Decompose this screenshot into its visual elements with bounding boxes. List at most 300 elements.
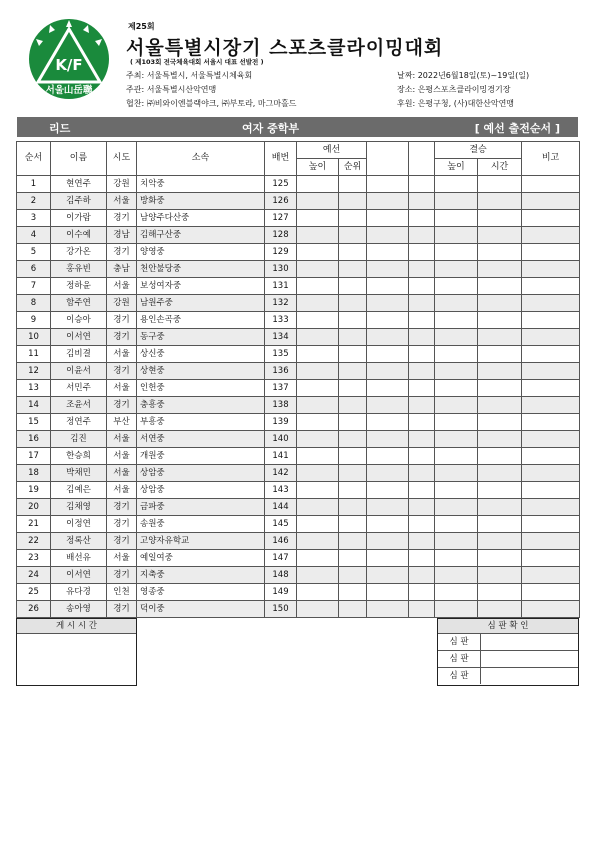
affiliation-cell: 남양주다산중 bbox=[137, 210, 265, 227]
qual-height-cell bbox=[297, 346, 339, 363]
table-row bbox=[17, 482, 580, 499]
name-cell: 정연주 bbox=[51, 414, 107, 431]
page-subtitle: ( 제103회 전국체육대회 서울시 대표 선발전 ) bbox=[130, 58, 264, 66]
affiliation-cell: 인헌중 bbox=[137, 380, 265, 397]
judge-signature-field[interactable] bbox=[481, 651, 579, 668]
header-qual-rank: 순위 bbox=[339, 159, 367, 176]
name-cell: 한승희 bbox=[51, 448, 107, 465]
remarks-cell bbox=[522, 448, 580, 465]
name-cell: 강가온 bbox=[51, 244, 107, 261]
affiliation-cell: 덕이중 bbox=[137, 601, 265, 618]
table-row bbox=[17, 601, 580, 618]
affiliation-cell: 양영중 bbox=[137, 244, 265, 261]
affiliation-cell: 상현중 bbox=[137, 363, 265, 380]
affiliation-cell: 보성여자중 bbox=[137, 278, 265, 295]
qual-rank-cell bbox=[339, 261, 367, 278]
region-cell: 부산 bbox=[107, 414, 137, 431]
qual-height-cell bbox=[297, 499, 339, 516]
final-height-cell bbox=[435, 584, 478, 601]
judge-signature-field[interactable] bbox=[481, 634, 579, 651]
bib-cell: 147 bbox=[265, 550, 297, 567]
blank-cell bbox=[367, 295, 409, 312]
judge-signature-field[interactable] bbox=[481, 668, 579, 685]
qual-height-cell bbox=[297, 482, 339, 499]
blank-cell bbox=[409, 227, 435, 244]
qual-rank-cell bbox=[339, 550, 367, 567]
name-cell: 현연주 bbox=[51, 176, 107, 193]
qual-height-cell bbox=[297, 193, 339, 210]
final-time-cell bbox=[478, 176, 522, 193]
affiliation-cell: 용인손곡중 bbox=[137, 312, 265, 329]
affiliation-cell: 금파중 bbox=[137, 499, 265, 516]
name-cell: 배선유 bbox=[51, 550, 107, 567]
affiliation-cell: 지축중 bbox=[137, 567, 265, 584]
blank-cell bbox=[409, 346, 435, 363]
qual-rank-cell bbox=[339, 601, 367, 618]
remarks-cell bbox=[522, 516, 580, 533]
final-time-cell bbox=[478, 244, 522, 261]
blank-cell bbox=[367, 431, 409, 448]
region-cell: 경기 bbox=[107, 397, 137, 414]
qual-rank-cell bbox=[339, 465, 367, 482]
qual-height-cell bbox=[297, 584, 339, 601]
final-height-cell bbox=[435, 414, 478, 431]
region-cell: 서울 bbox=[107, 550, 137, 567]
qual-rank-cell bbox=[339, 397, 367, 414]
header-affiliation: 소속 bbox=[137, 142, 265, 176]
header-blank-2 bbox=[409, 142, 435, 176]
final-height-cell bbox=[435, 210, 478, 227]
blank-cell bbox=[367, 380, 409, 397]
table-row bbox=[17, 516, 580, 533]
affiliation-cell: 남원주중 bbox=[137, 295, 265, 312]
remarks-cell bbox=[522, 176, 580, 193]
table-row bbox=[17, 448, 580, 465]
host-line bbox=[126, 70, 252, 81]
qual-rank-cell bbox=[339, 329, 367, 346]
blank-cell bbox=[409, 499, 435, 516]
final-time-cell bbox=[478, 363, 522, 380]
region-cell: 경남 bbox=[107, 227, 137, 244]
qual-height-cell bbox=[297, 567, 339, 584]
qual-height-cell bbox=[297, 244, 339, 261]
remarks-cell bbox=[522, 601, 580, 618]
final-time-cell bbox=[478, 397, 522, 414]
final-time-cell bbox=[478, 346, 522, 363]
remarks-cell bbox=[522, 482, 580, 499]
region-cell: 서울 bbox=[107, 465, 137, 482]
table-row bbox=[17, 193, 580, 210]
bib-cell: 126 bbox=[265, 193, 297, 210]
cooperation-line bbox=[126, 98, 297, 109]
blank-cell bbox=[367, 329, 409, 346]
bib-cell: 140 bbox=[265, 431, 297, 448]
final-height-cell bbox=[435, 312, 478, 329]
qual-height-cell bbox=[297, 312, 339, 329]
remarks-cell bbox=[522, 261, 580, 278]
order-cell: 5 bbox=[17, 244, 51, 261]
qual-rank-cell bbox=[339, 482, 367, 499]
name-cell: 김채영 bbox=[51, 499, 107, 516]
blank-cell bbox=[367, 601, 409, 618]
order-cell: 22 bbox=[17, 533, 51, 550]
sponsor-value: 은평구청, (사)대한산악연맹 bbox=[417, 99, 515, 108]
bib-cell: 141 bbox=[265, 448, 297, 465]
region-cell: 인천 bbox=[107, 584, 137, 601]
qual-height-cell bbox=[297, 278, 339, 295]
table-row bbox=[17, 363, 580, 380]
affiliation-cell: 서연중 bbox=[137, 431, 265, 448]
final-time-cell bbox=[478, 465, 522, 482]
region-cell: 서울 bbox=[107, 431, 137, 448]
table-row bbox=[17, 176, 580, 193]
blank-cell bbox=[409, 431, 435, 448]
name-cell: 김비결 bbox=[51, 346, 107, 363]
table-row bbox=[17, 567, 580, 584]
name-cell: 이승아 bbox=[51, 312, 107, 329]
affiliation-cell: 개원중 bbox=[137, 448, 265, 465]
order-cell: 15 bbox=[17, 414, 51, 431]
bib-cell: 145 bbox=[265, 516, 297, 533]
bib-cell: 131 bbox=[265, 278, 297, 295]
blank-cell bbox=[367, 176, 409, 193]
header-blank-1 bbox=[367, 142, 409, 176]
qual-rank-cell bbox=[339, 193, 367, 210]
name-cell: 이정연 bbox=[51, 516, 107, 533]
sponsor-label: 후원: bbox=[397, 99, 416, 108]
region-cell: 서울 bbox=[107, 380, 137, 397]
final-time-cell bbox=[478, 567, 522, 584]
page-title: 서울특별시장기 스포츠클라이밍대회 bbox=[126, 37, 444, 59]
remarks-cell bbox=[522, 193, 580, 210]
header-final: 결승 bbox=[435, 142, 522, 159]
blank-cell bbox=[409, 278, 435, 295]
final-time-cell bbox=[478, 414, 522, 431]
blank-cell bbox=[409, 482, 435, 499]
region-cell: 경기 bbox=[107, 499, 137, 516]
table-row bbox=[17, 227, 580, 244]
affiliation-cell: 충흥중 bbox=[137, 397, 265, 414]
blank-cell bbox=[367, 516, 409, 533]
category-bar bbox=[17, 117, 578, 137]
final-height-cell bbox=[435, 278, 478, 295]
blank-cell bbox=[367, 312, 409, 329]
qual-rank-cell bbox=[339, 380, 367, 397]
bib-cell: 142 bbox=[265, 465, 297, 482]
final-time-cell bbox=[478, 533, 522, 550]
remarks-cell bbox=[522, 329, 580, 346]
organizer-value: 서울특별시산악연맹 bbox=[146, 85, 217, 94]
blank-cell bbox=[367, 278, 409, 295]
blank-cell bbox=[367, 397, 409, 414]
qual-height-cell bbox=[297, 227, 339, 244]
blank-cell bbox=[409, 380, 435, 397]
qual-height-cell bbox=[297, 176, 339, 193]
bib-cell: 136 bbox=[265, 363, 297, 380]
name-cell: 조윤서 bbox=[51, 397, 107, 414]
qual-rank-cell bbox=[339, 346, 367, 363]
final-height-cell bbox=[435, 431, 478, 448]
final-time-cell bbox=[478, 601, 522, 618]
blank-cell bbox=[409, 533, 435, 550]
final-height-cell bbox=[435, 329, 478, 346]
final-height-cell bbox=[435, 601, 478, 618]
posting-time-title: 게 시 시 간 bbox=[17, 619, 136, 634]
qual-rank-cell bbox=[339, 210, 367, 227]
region-cell: 서울 bbox=[107, 346, 137, 363]
affiliation-cell: 천안불당중 bbox=[137, 261, 265, 278]
bib-cell: 146 bbox=[265, 533, 297, 550]
final-height-cell bbox=[435, 176, 478, 193]
final-time-cell bbox=[478, 380, 522, 397]
table-row bbox=[17, 312, 580, 329]
qual-rank-cell bbox=[339, 516, 367, 533]
table-row bbox=[17, 210, 580, 227]
organizer-label: 주관: bbox=[126, 85, 145, 94]
qual-height-cell bbox=[297, 397, 339, 414]
header-region: 시도 bbox=[107, 142, 137, 176]
final-height-cell bbox=[435, 448, 478, 465]
blank-cell bbox=[409, 567, 435, 584]
order-cell: 19 bbox=[17, 482, 51, 499]
header-final-time: 시간 bbox=[478, 159, 522, 176]
judge-label: 심 판 bbox=[438, 651, 481, 668]
table-row bbox=[17, 465, 580, 482]
qual-rank-cell bbox=[339, 567, 367, 584]
venue-label: 장소: bbox=[397, 85, 416, 94]
final-time-cell bbox=[478, 329, 522, 346]
blank-cell bbox=[409, 550, 435, 567]
header-remarks: 비고 bbox=[522, 142, 580, 176]
remarks-cell bbox=[522, 210, 580, 227]
qual-height-cell bbox=[297, 533, 339, 550]
remarks-cell bbox=[522, 567, 580, 584]
header-qual-height: 높이 bbox=[297, 159, 339, 176]
order-cell: 1 bbox=[17, 176, 51, 193]
table-row bbox=[17, 346, 580, 363]
region-cell: 충남 bbox=[107, 261, 137, 278]
table-row bbox=[17, 533, 580, 550]
bib-cell: 139 bbox=[265, 414, 297, 431]
category-label: 여자 중학부 bbox=[242, 122, 299, 135]
affiliation-cell: 부흥중 bbox=[137, 414, 265, 431]
final-height-cell bbox=[435, 516, 478, 533]
order-cell: 20 bbox=[17, 499, 51, 516]
table-row bbox=[17, 244, 580, 261]
qual-height-cell bbox=[297, 380, 339, 397]
qual-height-cell bbox=[297, 210, 339, 227]
qual-rank-cell bbox=[339, 295, 367, 312]
final-time-cell bbox=[478, 516, 522, 533]
affiliation-cell: 상암중 bbox=[137, 482, 265, 499]
name-cell: 박채민 bbox=[51, 465, 107, 482]
remarks-cell bbox=[522, 227, 580, 244]
table-row bbox=[17, 329, 580, 346]
blank-cell bbox=[367, 499, 409, 516]
blank-cell bbox=[409, 193, 435, 210]
remarks-cell bbox=[522, 397, 580, 414]
final-time-cell bbox=[478, 550, 522, 567]
order-cell: 17 bbox=[17, 448, 51, 465]
blank-cell bbox=[367, 227, 409, 244]
bib-cell: 148 bbox=[265, 567, 297, 584]
blank-cell bbox=[409, 329, 435, 346]
bib-cell: 128 bbox=[265, 227, 297, 244]
remarks-cell bbox=[522, 465, 580, 482]
remarks-cell bbox=[522, 584, 580, 601]
affiliation-cell: 상암중 bbox=[137, 465, 265, 482]
qual-height-cell bbox=[297, 261, 339, 278]
logo-text: 서울山岳聯 bbox=[45, 85, 93, 96]
order-cell: 16 bbox=[17, 431, 51, 448]
name-cell: 김예은 bbox=[51, 482, 107, 499]
blank-cell bbox=[367, 363, 409, 380]
qual-rank-cell bbox=[339, 499, 367, 516]
header-bib: 배번 bbox=[265, 142, 297, 176]
affiliation-cell: 예일여중 bbox=[137, 550, 265, 567]
blank-cell bbox=[409, 465, 435, 482]
start-order-table bbox=[16, 141, 580, 618]
affiliation-cell: 동구중 bbox=[137, 329, 265, 346]
blank-cell bbox=[367, 550, 409, 567]
table-row bbox=[17, 499, 580, 516]
qual-height-cell bbox=[297, 329, 339, 346]
remarks-cell bbox=[522, 431, 580, 448]
remarks-cell bbox=[522, 499, 580, 516]
affiliation-cell: 방화중 bbox=[137, 193, 265, 210]
name-cell: 이서연 bbox=[51, 329, 107, 346]
table-row bbox=[17, 414, 580, 431]
table-row bbox=[17, 261, 580, 278]
qual-rank-cell bbox=[339, 244, 367, 261]
bib-cell: 143 bbox=[265, 482, 297, 499]
region-cell: 강원 bbox=[107, 176, 137, 193]
blank-cell bbox=[409, 176, 435, 193]
final-height-cell bbox=[435, 482, 478, 499]
table-row bbox=[17, 431, 580, 448]
region-cell: 경기 bbox=[107, 329, 137, 346]
name-cell: 정록산 bbox=[51, 533, 107, 550]
cooperation-label: 협찬: bbox=[126, 99, 145, 108]
name-cell: 이수예 bbox=[51, 227, 107, 244]
bib-cell: 125 bbox=[265, 176, 297, 193]
table-row bbox=[17, 380, 580, 397]
sponsor-line bbox=[397, 98, 514, 109]
bib-cell: 134 bbox=[265, 329, 297, 346]
table-row bbox=[17, 278, 580, 295]
host-value: 서울특별시, 서울특별시체육회 bbox=[146, 71, 253, 80]
final-height-cell bbox=[435, 533, 478, 550]
organizer-line bbox=[126, 84, 216, 95]
final-height-cell bbox=[435, 295, 478, 312]
region-cell: 강원 bbox=[107, 295, 137, 312]
order-cell: 24 bbox=[17, 567, 51, 584]
venue-value: 은평스포츠클라이밍경기장 bbox=[417, 85, 511, 94]
header-final-height: 높이 bbox=[435, 159, 478, 176]
order-cell: 23 bbox=[17, 550, 51, 567]
remarks-cell bbox=[522, 244, 580, 261]
remarks-cell bbox=[522, 414, 580, 431]
affiliation-cell: 송원중 bbox=[137, 516, 265, 533]
final-time-cell bbox=[478, 584, 522, 601]
name-cell: 이가람 bbox=[51, 210, 107, 227]
qual-height-cell bbox=[297, 448, 339, 465]
qual-rank-cell bbox=[339, 584, 367, 601]
blank-cell bbox=[367, 210, 409, 227]
blank-cell bbox=[409, 397, 435, 414]
date-label: 날짜: bbox=[397, 71, 416, 80]
qual-rank-cell bbox=[339, 414, 367, 431]
order-cell: 11 bbox=[17, 346, 51, 363]
final-time-cell bbox=[478, 210, 522, 227]
final-time-cell bbox=[478, 295, 522, 312]
blank-cell bbox=[367, 465, 409, 482]
order-cell: 8 bbox=[17, 295, 51, 312]
bib-cell: 150 bbox=[265, 601, 297, 618]
blank-cell bbox=[367, 244, 409, 261]
final-time-cell bbox=[478, 261, 522, 278]
blank-cell bbox=[367, 482, 409, 499]
blank-cell bbox=[367, 193, 409, 210]
region-cell: 경기 bbox=[107, 533, 137, 550]
qual-rank-cell bbox=[339, 278, 367, 295]
affiliation-cell: 상신중 bbox=[137, 346, 265, 363]
region-cell: 경기 bbox=[107, 516, 137, 533]
qual-rank-cell bbox=[339, 448, 367, 465]
name-cell: 홍유빈 bbox=[51, 261, 107, 278]
blank-cell bbox=[409, 210, 435, 227]
bib-cell: 149 bbox=[265, 584, 297, 601]
table-row bbox=[17, 584, 580, 601]
final-time-cell bbox=[478, 482, 522, 499]
name-cell: 송아영 bbox=[51, 601, 107, 618]
judge-label: 심 판 bbox=[438, 668, 481, 685]
region-cell: 서울 bbox=[107, 448, 137, 465]
remarks-cell bbox=[522, 533, 580, 550]
cooperation-value: ㈜비와이엔블랙야크, ㈜부토라, 마그마홀드 bbox=[146, 99, 297, 108]
affiliation-cell: 치악중 bbox=[137, 176, 265, 193]
order-cell: 14 bbox=[17, 397, 51, 414]
header-qualification: 예선 bbox=[297, 142, 367, 159]
final-height-cell bbox=[435, 397, 478, 414]
table-row bbox=[17, 397, 580, 414]
blank-cell bbox=[367, 533, 409, 550]
order-cell: 26 bbox=[17, 601, 51, 618]
qual-height-cell bbox=[297, 550, 339, 567]
name-cell: 이윤서 bbox=[51, 363, 107, 380]
final-height-cell bbox=[435, 346, 478, 363]
region-cell: 서울 bbox=[107, 278, 137, 295]
name-cell: 정하윤 bbox=[51, 278, 107, 295]
order-cell: 25 bbox=[17, 584, 51, 601]
final-height-cell bbox=[435, 363, 478, 380]
venue-line bbox=[397, 84, 510, 95]
judge-confirmation-title: 심 판 확 인 bbox=[438, 619, 578, 633]
bib-cell: 138 bbox=[265, 397, 297, 414]
qual-rank-cell bbox=[339, 227, 367, 244]
region-cell: 경기 bbox=[107, 567, 137, 584]
qual-height-cell bbox=[297, 601, 339, 618]
region-cell: 경기 bbox=[107, 363, 137, 380]
region-cell: 서울 bbox=[107, 193, 137, 210]
final-time-cell bbox=[478, 312, 522, 329]
blank-cell bbox=[367, 567, 409, 584]
blank-cell bbox=[367, 584, 409, 601]
blank-cell bbox=[409, 244, 435, 261]
remarks-cell bbox=[522, 363, 580, 380]
order-cell: 12 bbox=[17, 363, 51, 380]
final-height-cell bbox=[435, 550, 478, 567]
